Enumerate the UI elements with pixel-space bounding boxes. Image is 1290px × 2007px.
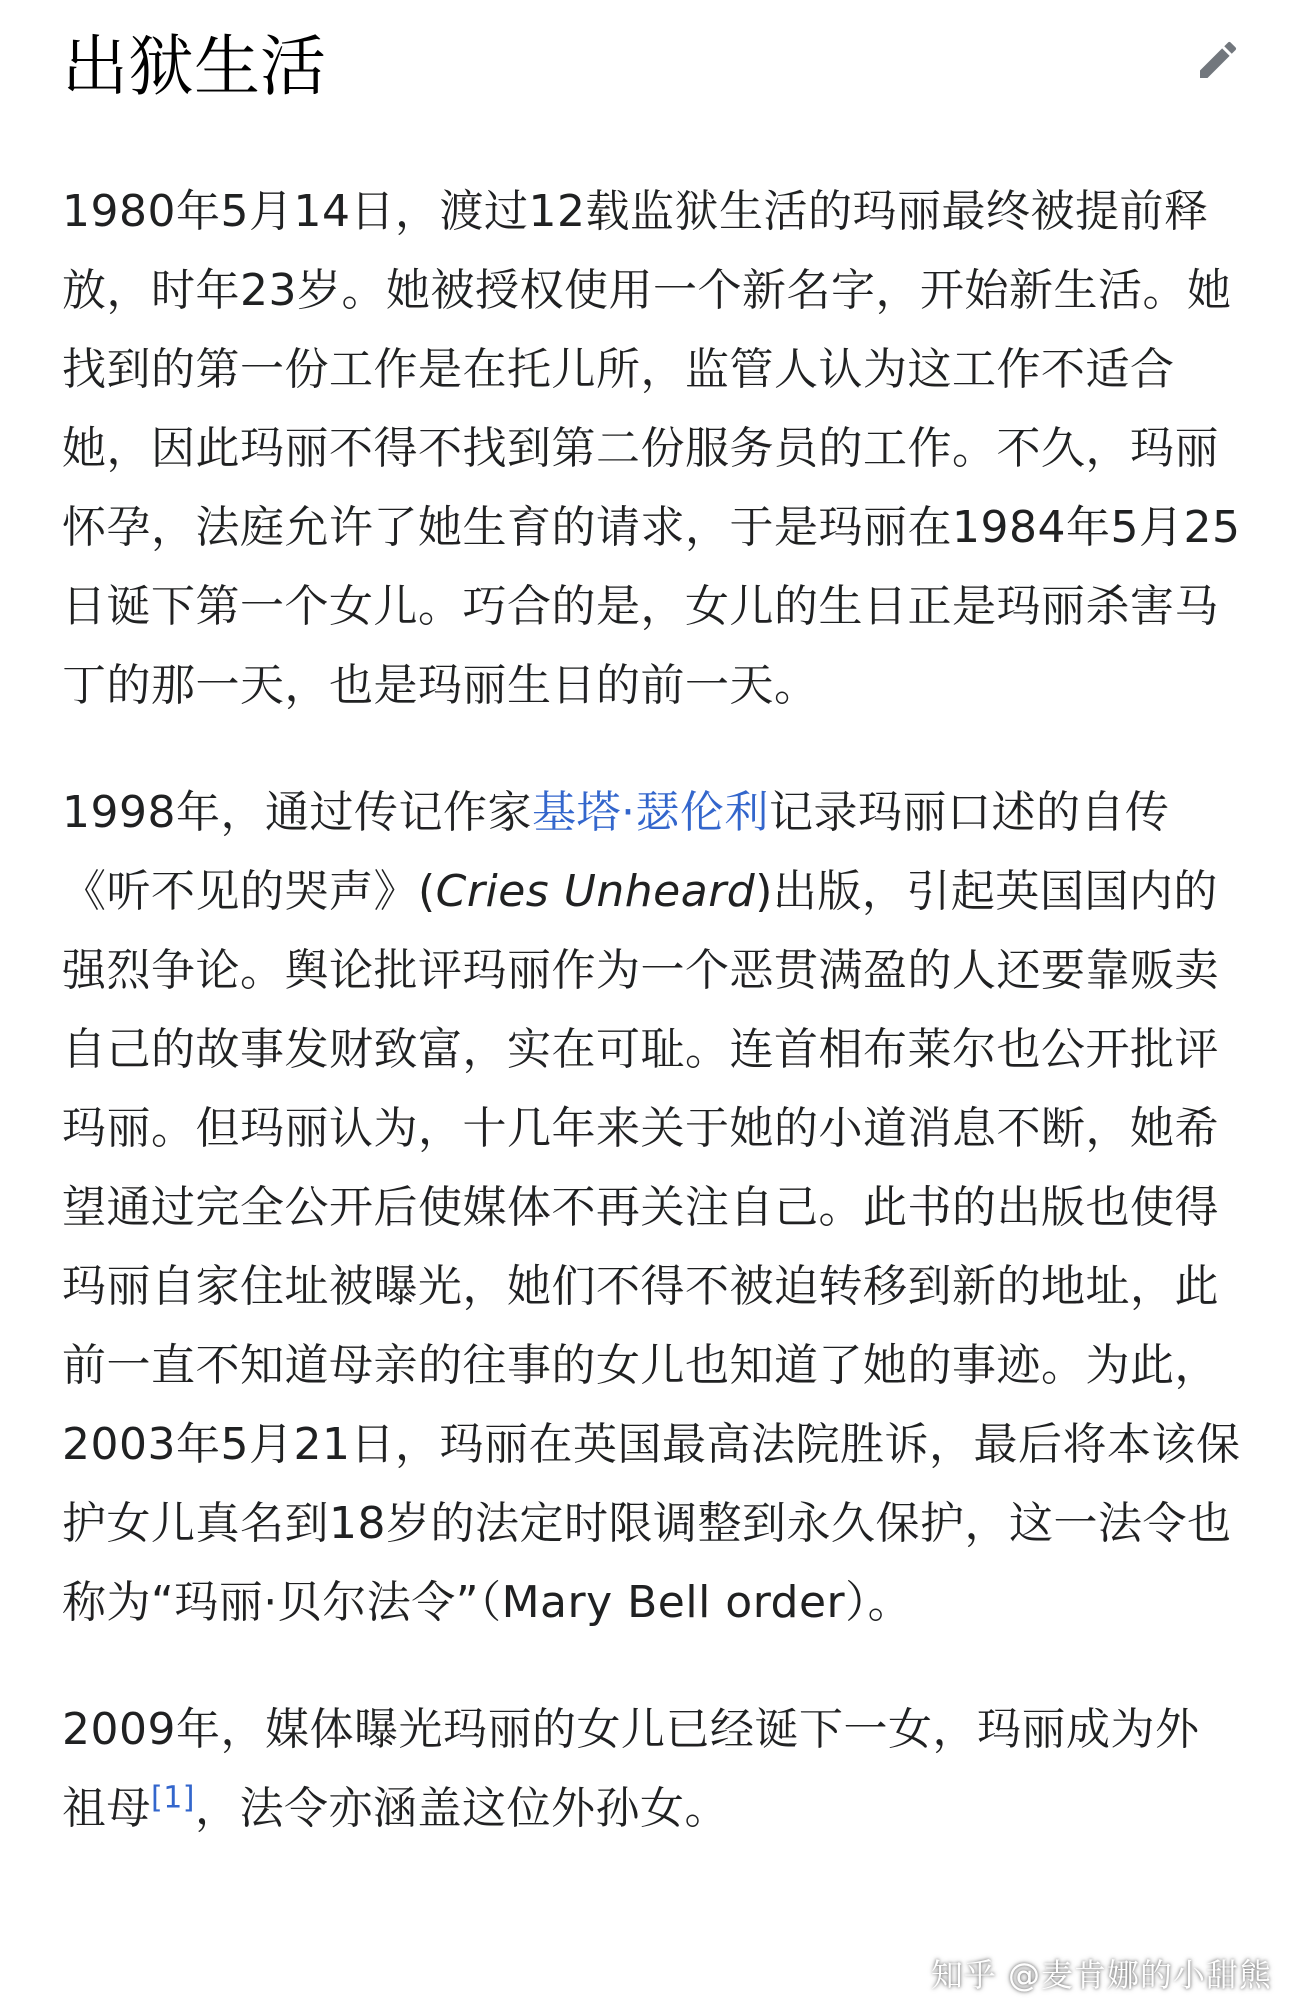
watermark: 知乎 @麦肯娜的小甜熊	[930, 1956, 1272, 1994]
paragraph-text: )出版，引起英国国内的强烈争论。舆论批评玛丽作为一个恶贯满盈的人还要靠贩卖自己的故事发财致富，实在可耻。连首相布莱尔也公开批评玛丽。但玛丽认为，十几年来关于她的小道消息不断，她希望通过完全公开后使媒体不再关注自己。此书的出版也使得玛丽自家住址被曝光，她们不得不被迫转移到新的地址，此前一直不知道母亲的往事的女儿也知道了她的事迹。为此，2003年5月21日，玛丽在英国最高法院胜诉，最后将本该保护女儿真名到18岁的法定时限调整到永久保护，这一法令也称为“玛丽·贝尔法令”（Mary Bell order）。	[62, 866, 1241, 1628]
section-header	[62, 0, 1242, 130]
section-content	[62, 172, 1242, 1896]
paragraph-text: 记录玛丽口述的自传《听不见的哭声》(	[62, 787, 1170, 917]
citation-link[interactable]: [1]	[151, 1780, 195, 1816]
paragraph-release: 1980年5月14日，渡过12载监狱生活的玛丽最终被提前释放，时年23岁。她被授权使用一个新名字，开始新生活。她找到的第一份工作是在托儿所，监管人认为这工作不适合她，因此玛丽不得不找到第二份服务员的工作。不久，玛丽怀孕，法庭允许了她生育的请求，于是玛丽在1984年5月25日诞下第一个女儿。巧合的是，女儿的生日正是玛丽杀害马丁的那一天，也是玛丽生日的前一天。	[62, 186, 1241, 711]
book-title-english: Cries Unheard	[435, 866, 756, 917]
paragraph-grandmother	[62, 1690, 1242, 1848]
pencil-icon	[1194, 36, 1242, 84]
paragraph-text: ，法令亦涵盖这位外孙女。	[195, 1783, 729, 1834]
author-link[interactable]: 基塔·瑟伦利	[531, 787, 769, 838]
paragraph-text: 2009年，媒体曝光玛丽的女儿已经诞下一女，玛丽成为外祖母	[62, 1704, 1200, 1834]
section-title: 出狱生活	[62, 28, 326, 105]
article-section	[62, 0, 1242, 1834]
paragraph-autobiography	[62, 773, 1242, 1642]
edit-section-button[interactable]	[1186, 28, 1250, 92]
paragraph-text: 1998年，通过传记作家	[62, 787, 532, 838]
